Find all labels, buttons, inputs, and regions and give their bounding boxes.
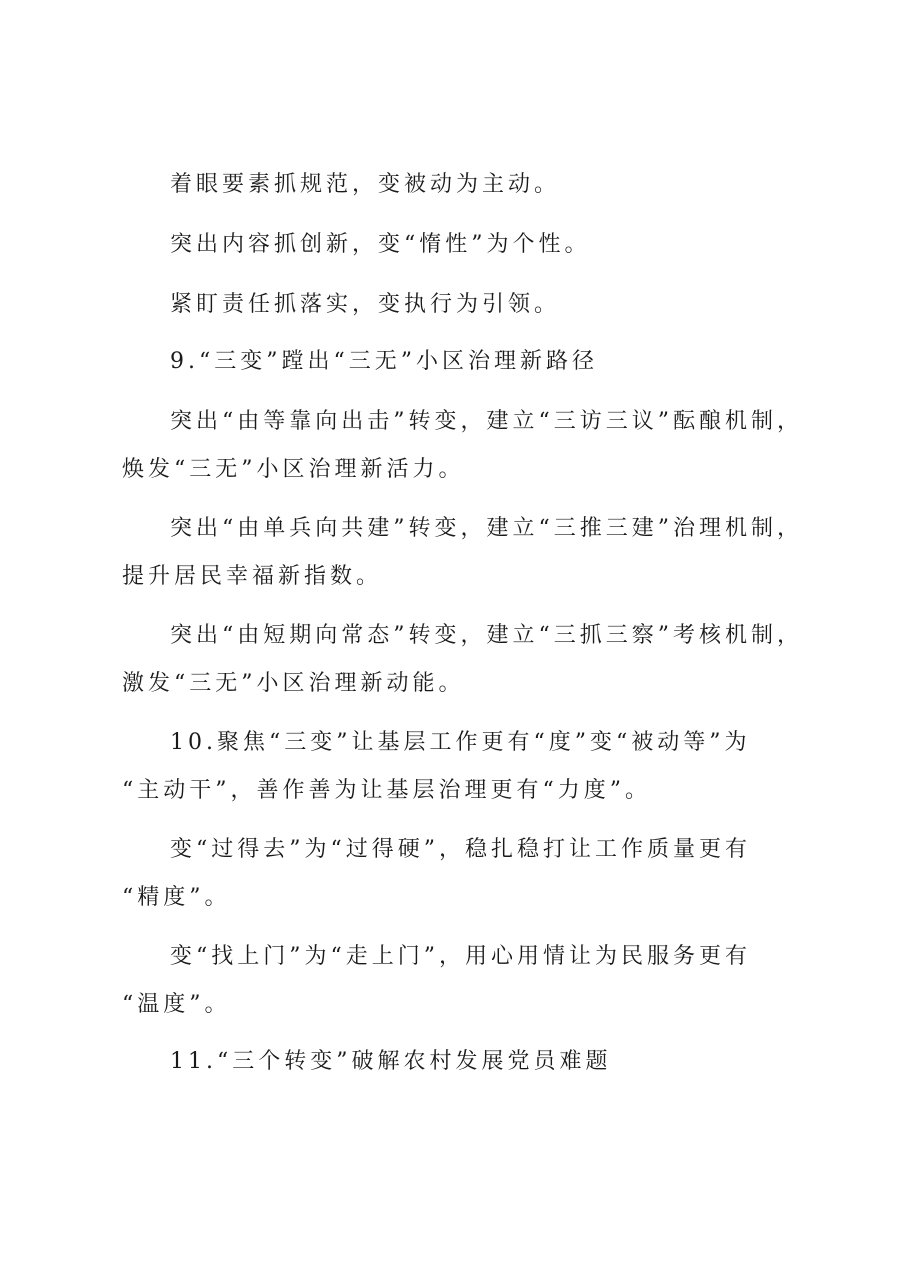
paragraph-line: 提升居民幸福新指数。	[122, 564, 383, 589]
paragraph-line: 突出“由等靠向出击”转变，建立“三访三议”酝酿机制，	[170, 409, 803, 434]
paragraph-line: 紧盯责任抓落实，变执行为引领。	[170, 292, 561, 317]
section-heading: 11.“三个转变”破解农村发展党员难题	[170, 1049, 612, 1074]
paragraph-line: “精度”。	[122, 885, 231, 910]
paragraph-line: 着眼要素抓规范，变被动为主动。	[170, 172, 561, 197]
section-heading: 9.“三变”蹚出“三无”小区治理新路径	[170, 349, 598, 374]
paragraph-line: 焕发“三无”小区治理新活力。	[122, 457, 465, 482]
paragraph-line: 突出“由单兵向共建”转变，建立“三推三建”治理机制，	[170, 516, 803, 541]
paragraph-line: 突出“由短期向常态”转变，建立“三抓三察”考核机制，	[170, 623, 803, 648]
paragraph-line: “温度”。	[122, 992, 231, 1017]
paragraph-line: 激发“三无”小区治理新动能。	[122, 671, 465, 696]
paragraph-line: 突出内容抓创新，变“惰性”为个性。	[170, 232, 591, 257]
section-heading: “主动干”，善作善为让基层治理更有“力度”。	[122, 778, 651, 803]
paragraph-line: 变“过得去”为“过得硬”，稳扎稳打让工作质量更有	[170, 837, 751, 862]
paragraph-line: 变“找上门”为“走上门”，用心用情让为民服务更有	[170, 944, 751, 969]
section-heading: 10.聚焦“三变”让基层工作更有“度”变“被动等”为	[170, 730, 751, 755]
